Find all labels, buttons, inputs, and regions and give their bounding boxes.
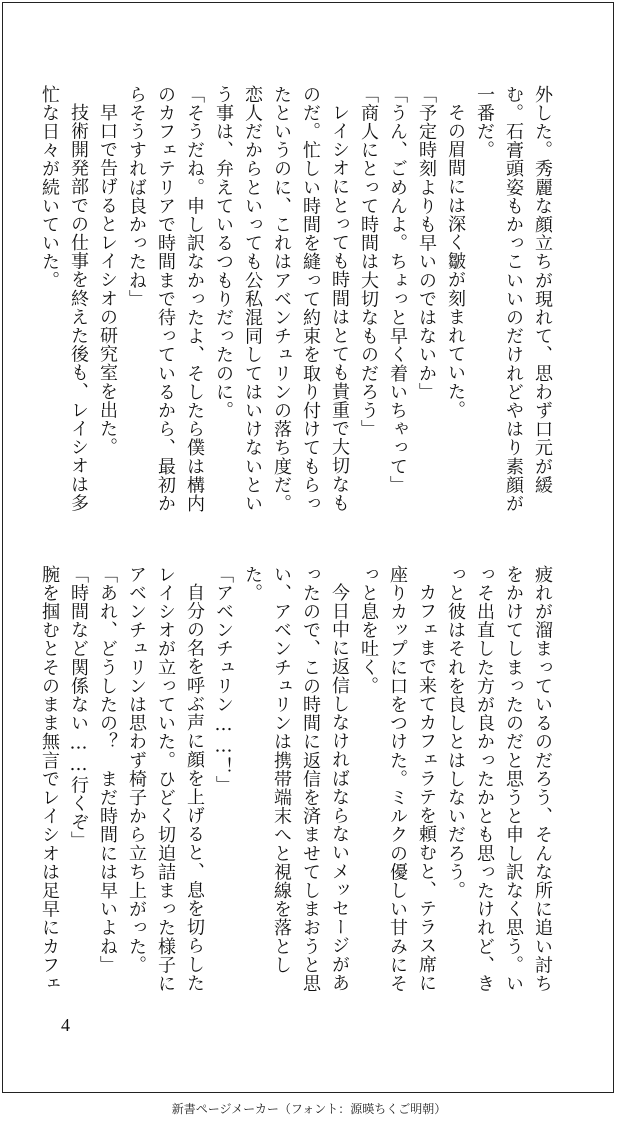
paragraph: 「あれ、どうしたの？ まだ時間には早いよね」 xyxy=(97,565,118,975)
paragraph: 今日中に返信しなければならないメッセージがあったので、この時間に返信を済ませてしまおうと思い、アベンチュリンは携帯端末へと視線を落とした。 xyxy=(242,565,350,993)
paragraph: 「そうだね。申し訳なかったよ、そしたら僕は構内のカフェテリアで時間まで待っているから、最初からそうすれば良かったね」 xyxy=(126,85,205,513)
paragraph: レイシオにとっても時間はとても貴重で大切なものだ。忙しい時間を縫って約束を取り付けてもらったというのに、これはアベンチュリンの落ち度だ。恋人だからといっても公私混同してはいけないという事は、弁えているつもりだったのに。 xyxy=(213,85,350,513)
paragraph: 「時間など関係ない……行くぞ」 xyxy=(68,565,89,850)
paragraph: その眉間には深く皺が刻まれていた。 xyxy=(445,103,466,420)
paragraph: 自分の名を呼ぶ声に顔を上げると、息を切らしたレイシオが立っていた。ひどく切迫詰まった様子にアベンチュリンは思わず椅子から立ち上がった。 xyxy=(126,565,205,993)
paragraph: 「商人にとって時間は大切なものだろう」 xyxy=(358,85,379,439)
text-tier-bottom xyxy=(39,565,557,1005)
paragraph: 「予定時刻よりも早いのではないか」 xyxy=(416,85,437,402)
paragraph: 「アベンチュリン……！」 xyxy=(213,565,234,795)
paragraph: 「うん、ごめんよ。ちょっと早く着いちゃって」 xyxy=(387,85,408,495)
paragraph: カフェまで来てカフェラテを頼むと、テラス席に座りカップに口をつけた。ミルクの優しい甘みにそっと息を吐く。 xyxy=(358,565,437,993)
book-page xyxy=(2,2,614,1093)
paragraph: 疲れが溜まっているのだろう、そんな所に追い討ちをかけてしまったのだと思うと申し訳なく思う。いっそ出直した方が良かったかとも思ったけれど、きっと彼はそれを良しとはしないだろう。 xyxy=(445,565,553,993)
text-tier-top xyxy=(39,85,557,525)
page-number: 4 xyxy=(61,1015,70,1035)
paragraph: 技術開発部での仕事を終えた後も、レイシオは多忙な日々が続いていた。 xyxy=(39,85,89,513)
footer-caption: 新書ページメーカー（フォント：源暎ちくご明朝） xyxy=(171,1102,447,1116)
paragraph: 早口で告げるとレイシオの研究室を出た。 xyxy=(97,103,118,457)
paragraph: 外した。秀麗な顔立ちが現れて、思わず口元が緩む。石膏頭姿もかっこいいのだけれどやはり素顔が一番だ。 xyxy=(474,85,553,513)
paragraph: 腕を掴むとそのまま無言でレイシオは足早にカフェ xyxy=(39,565,60,993)
